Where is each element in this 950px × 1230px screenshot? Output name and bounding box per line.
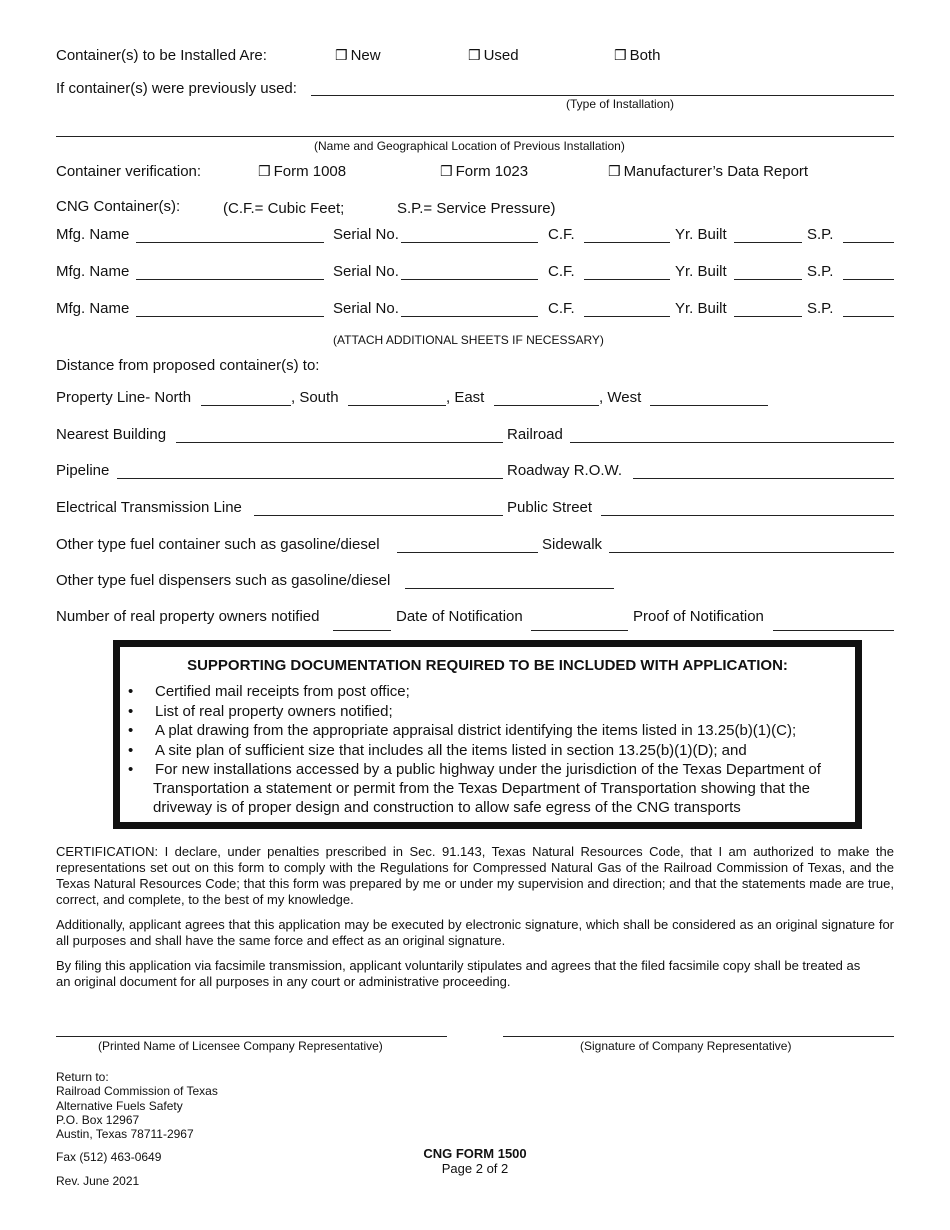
south-field[interactable] [348, 405, 446, 406]
owners-notified-field[interactable] [333, 630, 391, 631]
support-item: List of real property owners notified; [155, 703, 393, 720]
return-address [56, 1070, 218, 1141]
mfg-name-field[interactable] [136, 316, 324, 317]
bullet-icon: • [128, 683, 134, 700]
checkbox-icon[interactable]: ❒ [608, 164, 621, 180]
mfg-name-label: Mfg. Name [56, 263, 130, 280]
support-item-continued: Transportation a statement or permit from the Texas Department of Transportation showing that the [153, 780, 810, 797]
serial-no-label: Serial No. [333, 263, 399, 280]
yr-built-label: Yr. Built [675, 226, 727, 243]
public-street-field[interactable] [601, 515, 894, 516]
new-checkbox-option[interactable]: ❒ New [335, 47, 381, 64]
west-label: , West [599, 389, 642, 406]
page-number: Page 2 of 2 [441, 1161, 509, 1176]
electronic-signature-paragraph: Additionally, applicant agrees that this application may be executed by electronic signature, which shall be considered as an original signature for all purposes and shall have the same force and effect as an original signature. [56, 917, 894, 948]
property-line-north-label: Property Line- North [56, 389, 192, 406]
facsimile-paragraph: By filing this application via facsimile transmission, applicant voluntarily stipulates and agrees that the filed facsimile copy shall be treated as an original document for all purposes in any court or administrative proceeding. [56, 958, 861, 989]
east-field[interactable] [494, 405, 599, 406]
supporting-documentation-box [113, 640, 862, 829]
signature-field[interactable] [503, 1036, 894, 1037]
proof-of-notification-field[interactable] [773, 630, 894, 631]
install-label: Container(s) to be Installed Are: [56, 47, 267, 64]
other-fuel-dispensers-label: Other type fuel dispensers such as gasoline/diesel [56, 572, 391, 589]
cf-label: C.F. [548, 263, 575, 280]
previous-location-caption: (Name and Geographical Location of Previous Installation) [314, 139, 625, 153]
checkbox-icon[interactable]: ❒ [258, 164, 271, 180]
public-street-label: Public Street [507, 499, 593, 516]
certification-paragraph: CERTIFICATION: I declare, under penalties prescribed in Sec. 91.143, Texas Natural Resources Code, that I am authorized to make the representations set out on this form to comply with the Regulations for Compressed Natural Gas of the Railroad Commission of Texas, and the Texas Natural Resources Code; that this form was prepared by me or under my supervision and direction; and that the statements made are true, correct, and complete, to the best of my knowledge. [56, 844, 894, 907]
form-1008-checkbox-option[interactable]: ❒ Form 1008 [258, 163, 347, 180]
west-field[interactable] [650, 405, 768, 406]
cf-field[interactable] [584, 316, 670, 317]
form-1023-checkbox-option[interactable]: ❒ Form 1023 [440, 163, 529, 180]
bullet-icon: • [128, 761, 134, 778]
sp-field[interactable] [843, 279, 894, 280]
return-line: Return to: [56, 1070, 109, 1084]
sp-label: S.P. [807, 300, 834, 317]
railroad-label: Railroad [507, 426, 563, 443]
support-item: A site plan of sufficient size that includes all the items listed in section 13.25(b)(1)(D); and [155, 742, 747, 759]
return-line: Alternative Fuels Safety [56, 1098, 183, 1113]
proof-of-notification-label: Proof of Notification [633, 608, 764, 625]
mfg-name-label: Mfg. Name [56, 300, 130, 317]
signature-caption: (Signature of Company Representative) [580, 1039, 792, 1053]
form-number: CNG FORM 1500 [423, 1146, 527, 1161]
both-checkbox-option[interactable]: ❒ Both [614, 47, 661, 64]
owners-notified-label: Number of real property owners notified [56, 608, 320, 625]
support-item: Certified mail receipts from post office; [155, 683, 410, 700]
electrical-line-label: Electrical Transmission Line [56, 499, 242, 516]
yr-built-label: Yr. Built [675, 300, 727, 317]
east-label: , East [446, 389, 485, 406]
support-item: For new installations accessed by a public highway under the jurisdiction of the Texas Department of [155, 761, 821, 778]
fax-number: Fax (512) 463-0649 [56, 1150, 162, 1164]
other-fuel-dispensers-field[interactable] [405, 588, 614, 589]
sp-field[interactable] [843, 316, 894, 317]
nearest-building-field[interactable] [176, 442, 503, 443]
pipeline-field[interactable] [117, 478, 503, 479]
revision-date: Rev. June 2021 [56, 1174, 140, 1188]
cf-label: C.F. [548, 300, 575, 317]
checkbox-icon[interactable]: ❒ [335, 48, 348, 64]
sidewalk-label: Sidewalk [542, 536, 603, 553]
serial-no-field[interactable] [401, 242, 538, 243]
sp-field[interactable] [843, 242, 894, 243]
serial-no-field[interactable] [401, 279, 538, 280]
return-line: P.O. Box 12967 [56, 1112, 140, 1127]
support-item-continued: driveway is of proper design and construction to allow safe egress of the CNG transports [153, 799, 741, 816]
cf-field[interactable] [584, 242, 670, 243]
cf-legend: (C.F.= Cubic Feet; [223, 200, 345, 217]
mfg-name-label: Mfg. Name [56, 226, 130, 243]
pipeline-label: Pipeline [56, 462, 110, 479]
cng-label: CNG Container(s): [56, 198, 181, 215]
other-fuel-container-field[interactable] [397, 552, 538, 553]
type-of-installation-field[interactable] [311, 95, 894, 96]
printed-name-field[interactable] [56, 1036, 447, 1037]
distance-heading: Distance from proposed container(s) to: [56, 357, 320, 374]
serial-no-label: Serial No. [333, 226, 399, 243]
bullet-icon: • [128, 722, 134, 739]
manufacturers-data-report-checkbox-option[interactable]: ❒ Manufacturer’s Data Report [608, 163, 809, 180]
other-fuel-container-label: Other type fuel container such as gasoline/diesel [56, 536, 380, 553]
serial-no-field[interactable] [401, 316, 538, 317]
railroad-field[interactable] [570, 442, 894, 443]
sp-label: S.P. [807, 263, 834, 280]
yr-built-field[interactable] [734, 316, 802, 317]
return-line: Railroad Commission of Texas [56, 1084, 218, 1099]
used-checkbox-option[interactable]: ❒ Used [468, 47, 519, 64]
yr-built-field[interactable] [734, 242, 802, 243]
cf-label: C.F. [548, 226, 575, 243]
bullet-icon: • [128, 703, 134, 720]
date-of-notification-field[interactable] [531, 630, 628, 631]
checkbox-icon[interactable]: ❒ [614, 48, 627, 64]
previous-label: If container(s) were previously used: [56, 80, 297, 97]
sp-label: S.P. [807, 226, 834, 243]
south-label: , South [291, 389, 339, 406]
sidewalk-field[interactable] [609, 552, 894, 553]
yr-built-field[interactable] [734, 279, 802, 280]
roadway-row-label: Roadway R.O.W. [507, 462, 623, 479]
verification-label: Container verification: [56, 163, 202, 180]
checkbox-icon[interactable]: ❒ [440, 164, 453, 180]
property-line-north-field[interactable] [201, 405, 291, 406]
return-line: Austin, Texas 78711-2967 [56, 1127, 194, 1142]
mfg-name-field[interactable] [136, 242, 324, 243]
roadway-row-field[interactable] [633, 478, 894, 479]
nearest-building-label: Nearest Building [56, 426, 167, 443]
printed-name-caption: (Printed Name of Licensee Company Representative) [98, 1039, 383, 1053]
yr-built-label: Yr. Built [675, 263, 727, 280]
sp-legend: S.P.= Service Pressure) [397, 200, 556, 217]
bullet-icon: • [128, 742, 134, 759]
attach-sheets-note: (ATTACH ADDITIONAL SHEETS IF NECESSARY) [333, 333, 604, 347]
previous-location-field[interactable] [56, 136, 894, 137]
support-item: A plat drawing from the appropriate appraisal district identifying the items listed in 13.25(b)(1)(C); [155, 722, 797, 739]
supporting-documentation-title: SUPPORTING DOCUMENTATION REQUIRED TO BE INCLUDED WITH APPLICATION: [187, 657, 788, 674]
cf-field[interactable] [584, 279, 670, 280]
mfg-name-field[interactable] [136, 279, 324, 280]
serial-no-label: Serial No. [333, 300, 399, 317]
date-of-notification-label: Date of Notification [396, 608, 523, 625]
checkbox-icon[interactable]: ❒ [468, 48, 481, 64]
type-of-installation-caption: (Type of Installation) [566, 97, 675, 111]
electrical-line-field[interactable] [254, 515, 503, 516]
